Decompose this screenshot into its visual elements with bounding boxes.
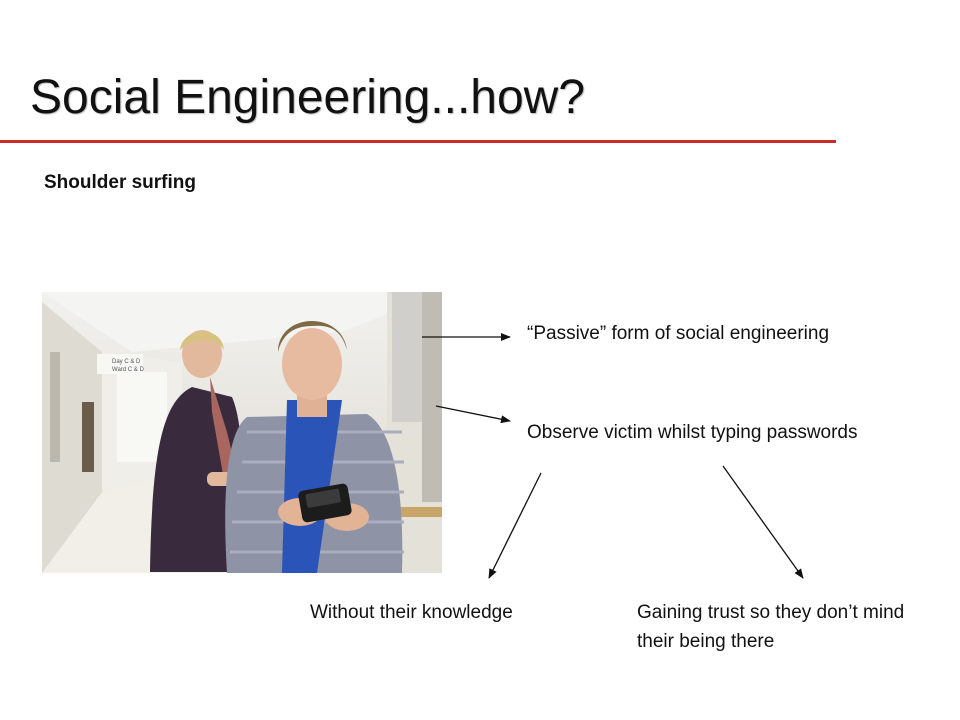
point-gaining-trust: Gaining trust so they don’t mind their being there [637,602,905,652]
title-underline [0,140,836,143]
point-passive: “Passive” form of social engineering [527,323,830,344]
point-observe: Observe victim whilst typing passwords [527,422,858,443]
arrow-to-observe [436,406,510,421]
arrow-to-trust [723,466,803,578]
signage-line-2: Ward C & D [112,367,144,373]
photo-illustration [42,292,442,573]
slide-subtitle: Shoulder surfing [44,172,196,193]
slide-title: Social Engineering...how? [30,71,586,124]
shoulder-surfing-photo [42,292,442,573]
signage-line-1: Day C & D [112,359,141,365]
arrow-to-without [489,473,541,578]
point-without-knowledge: Without their knowledge [310,602,513,623]
